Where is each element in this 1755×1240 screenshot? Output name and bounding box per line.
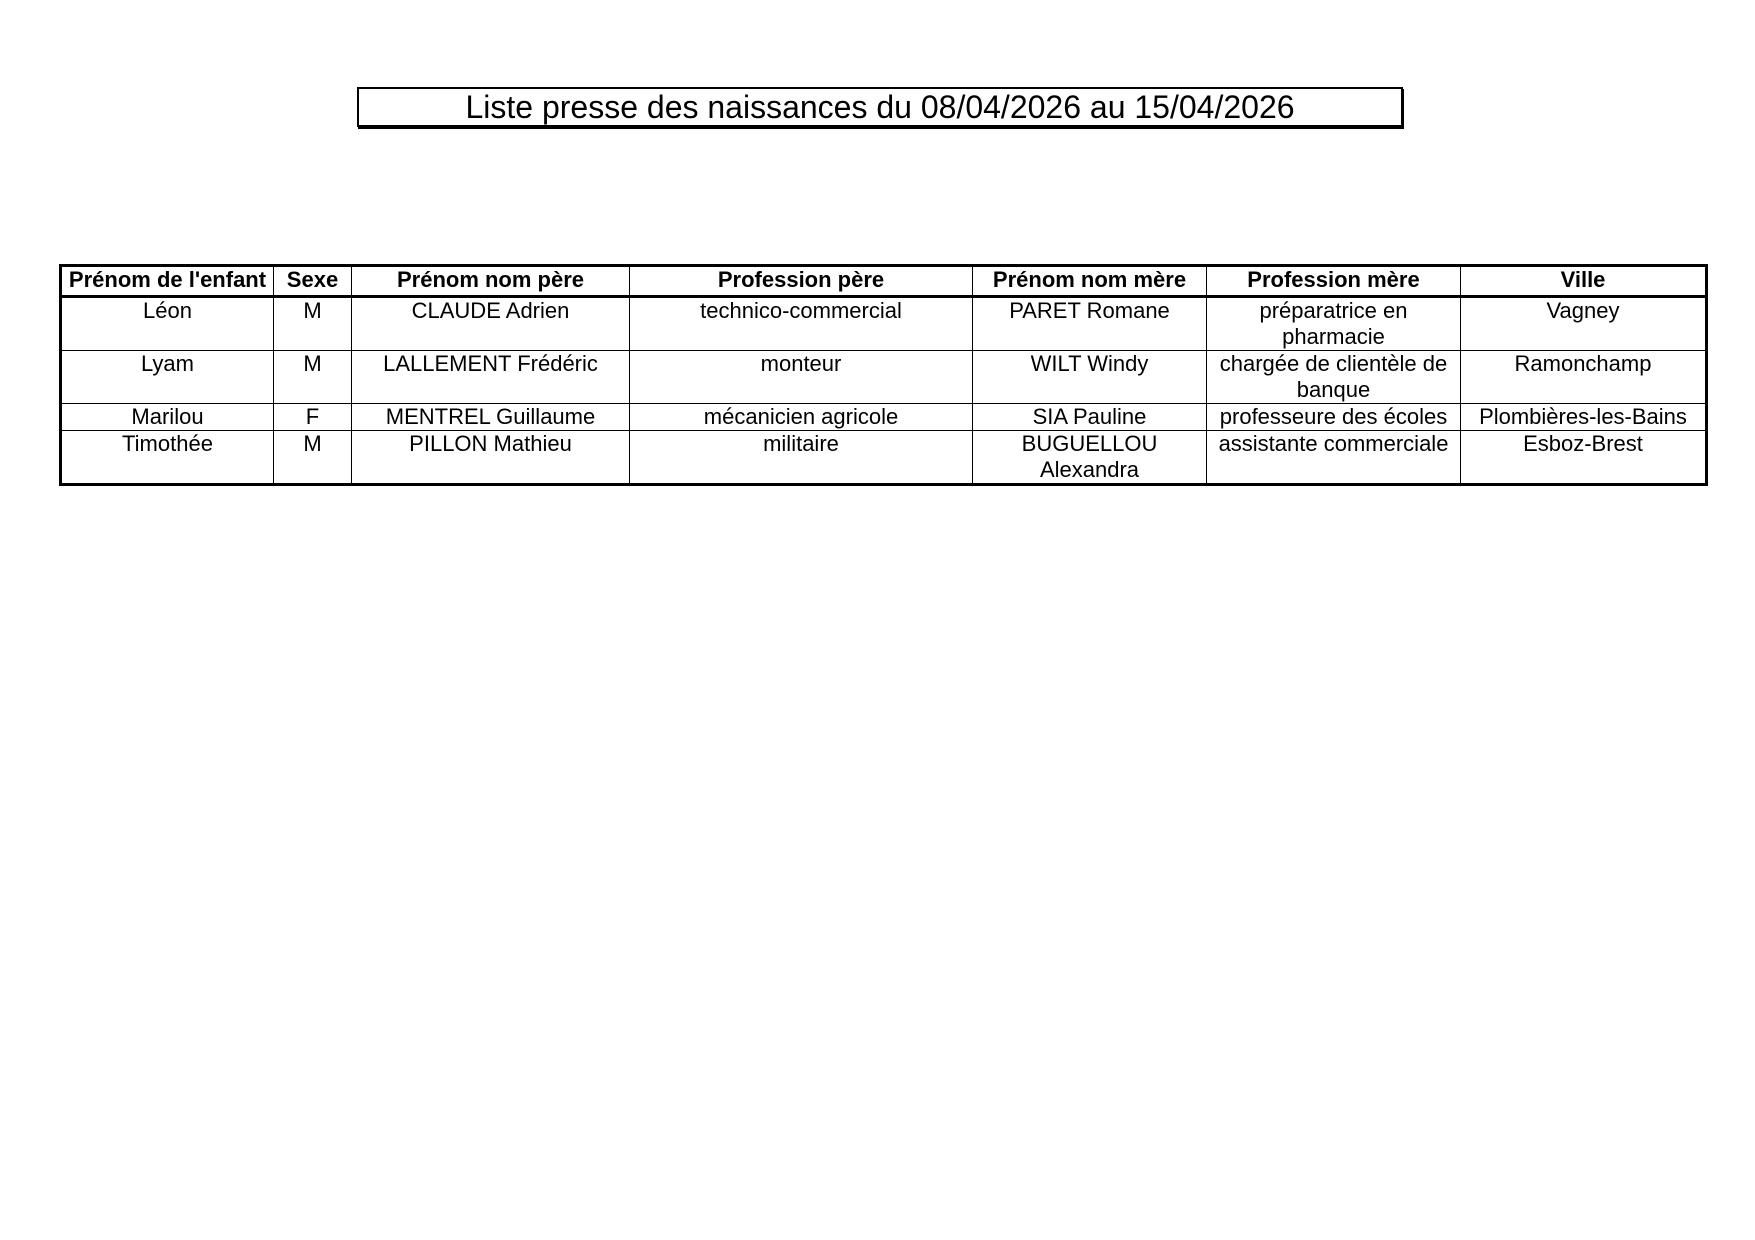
cell-mother-name: PARET Romane [973,297,1207,351]
table-row [61,297,1707,351]
header-father-name: Prénom nom père [352,266,630,297]
cell-mother-name: WILT Windy [973,351,1207,404]
table-row [61,351,1707,404]
cell-mother-name: BUGUELLOU Alexandra [973,431,1207,485]
cell-father-name: PILLON Mathieu [352,431,630,485]
cell-city: Vagney [1461,297,1707,351]
header-row [61,266,1707,297]
page-title: Liste presse des naissances du 08/04/2026 au 15/04/2026 [357,87,1403,127]
header-mother-profession: Profession mère [1207,266,1461,297]
cell-father-name: CLAUDE Adrien [352,297,630,351]
table-row [61,431,1707,485]
header-city: Ville [1461,266,1707,297]
cell-mother-profession: assistante commerciale [1207,431,1461,485]
cell-father-profession: mécanicien agricole [630,404,973,431]
cell-mother-profession: chargée de clientèle de banque [1207,351,1461,404]
cell-child-first-name: Lyam [61,351,274,404]
cell-sex: M [274,351,352,404]
cell-child-first-name: Léon [61,297,274,351]
cell-city: Esboz-Brest [1461,431,1707,485]
cell-child-first-name: Marilou [61,404,274,431]
cell-city: Plombières-les-Bains [1461,404,1707,431]
cell-mother-profession: professeure des écoles [1207,404,1461,431]
cell-mother-profession: préparatrice en pharmacie [1207,297,1461,351]
cell-father-profession: monteur [630,351,973,404]
cell-mother-name: SIA Pauline [973,404,1207,431]
cell-sex: M [274,431,352,485]
table-row [61,404,1707,431]
cell-sex: F [274,404,352,431]
header-mother-name: Prénom nom mère [973,266,1207,297]
header-father-profession: Profession père [630,266,973,297]
cell-city: Ramonchamp [1461,351,1707,404]
cell-father-name: LALLEMENT Frédéric [352,351,630,404]
cell-father-profession: technico-commercial [630,297,973,351]
cell-sex: M [274,297,352,351]
births-table [59,264,1708,486]
header-sex: Sexe [274,266,352,297]
header-child-first-name: Prénom de l'enfant [61,266,274,297]
cell-father-profession: militaire [630,431,973,485]
cell-child-first-name: Timothée [61,431,274,485]
cell-father-name: MENTREL Guillaume [352,404,630,431]
